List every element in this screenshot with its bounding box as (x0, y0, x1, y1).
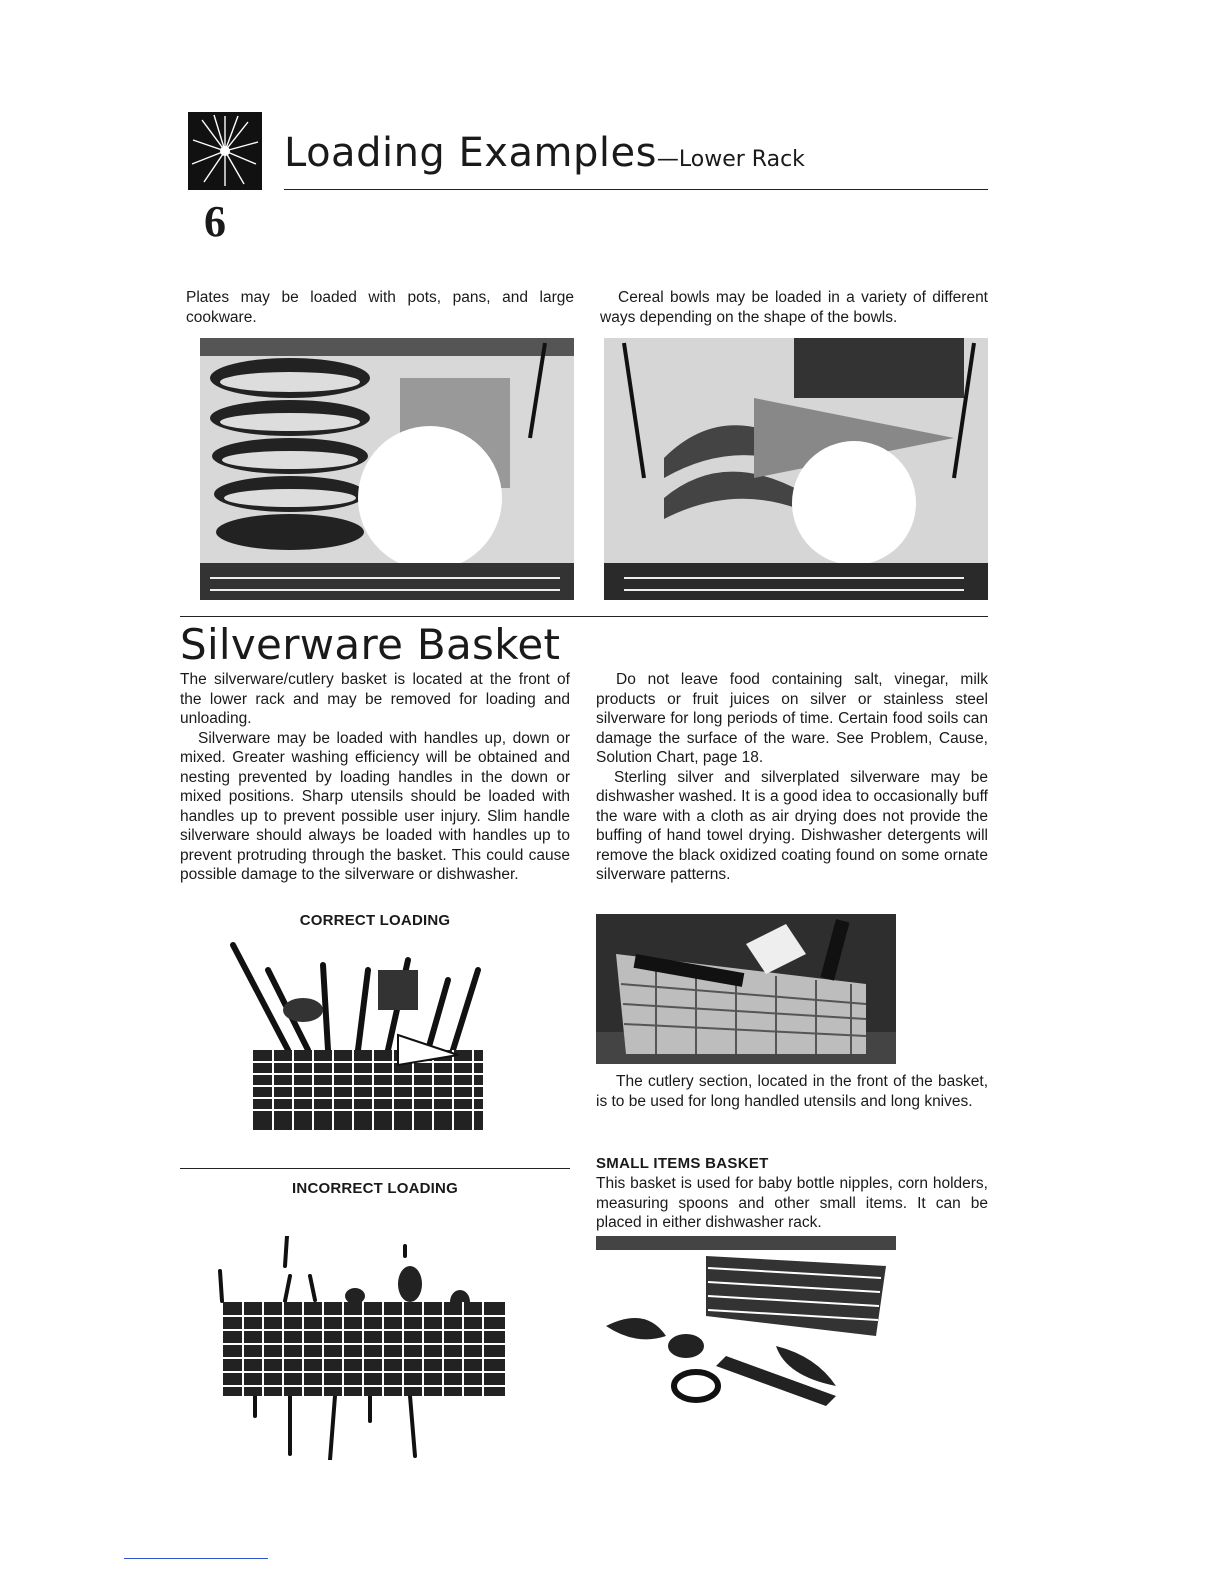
paragraph: The silverware/cutlery basket is located at the front of the lower rack and may be removed for loading and unloading. (180, 671, 570, 727)
plates-rack-photo (200, 338, 574, 600)
incorrect-divider (180, 1168, 570, 1169)
section-icon (188, 112, 262, 190)
small-items-heading: SMALL ITEMS BASKET (596, 1155, 769, 1172)
small-items-basket-photo (596, 1236, 896, 1414)
bowls-rack-photo (604, 338, 988, 600)
small-items-text: This basket is used for baby bottle nipples, corn holders, measuring spoons and other small items. It can be placed in either dishwasher rack. (596, 1175, 988, 1231)
section-divider (180, 616, 988, 617)
incorrect-loading-photo (215, 1236, 510, 1460)
correct-loading-photo (228, 940, 488, 1140)
section-number: 6 (204, 197, 226, 246)
title-sub: —Lower Rack (656, 147, 805, 172)
left-column-text (180, 670, 570, 885)
paragraph: Sterling silver and silverplated silverware may be dishwasher washed. It is a good idea to occasionally buff the ware with a cloth as air drying does not provide the buffing of hand towel drying. Dishwasher detergents will remove the black oxidized coating found on some ornate silverware patterns. (596, 768, 988, 883)
incorrect-loading-label: INCORRECT LOADING (292, 1180, 458, 1197)
right-column-text (596, 670, 988, 885)
cutlery-section-photo (596, 914, 896, 1064)
header-rule (284, 189, 988, 190)
title-main: Loading Examples (284, 130, 657, 176)
paragraph: Silverware may be loaded with handles up, down or mixed. Greater washing efficiency will be obtained and nesting prevented by loading handles in the down or mixed positions. Sharp utensils should be loaded with handles up to prevent possible user injury. Slim handle silverware should always be loaded with handles up to prevent protruding through the basket. This could cause possible damage to the silverware or dishwasher. (180, 729, 570, 883)
paragraph: Do not leave food containing salt, vinegar, milk products or fruit juices on silver or stainless steel silverware for long periods of time. Certain food soils can damage the surface of the ware. See Problem, Cause, Solution Chart, page 18. (596, 671, 988, 766)
page-title (284, 130, 805, 176)
correct-loading-label: CORRECT LOADING (299, 912, 451, 929)
cutlery-caption: The cutlery section, located in the front of the basket, is to be used for long handled utensils and long knives. (596, 1073, 988, 1110)
bowls-caption: Cereal bowls may be loaded in a variety of different ways depending on the shape of the bowls. (600, 289, 988, 326)
silverware-heading: Silverware Basket (180, 620, 561, 669)
plates-caption: Plates may be loaded with pots, pans, and large cookware. (186, 289, 574, 326)
footer-link-line (124, 1558, 268, 1559)
